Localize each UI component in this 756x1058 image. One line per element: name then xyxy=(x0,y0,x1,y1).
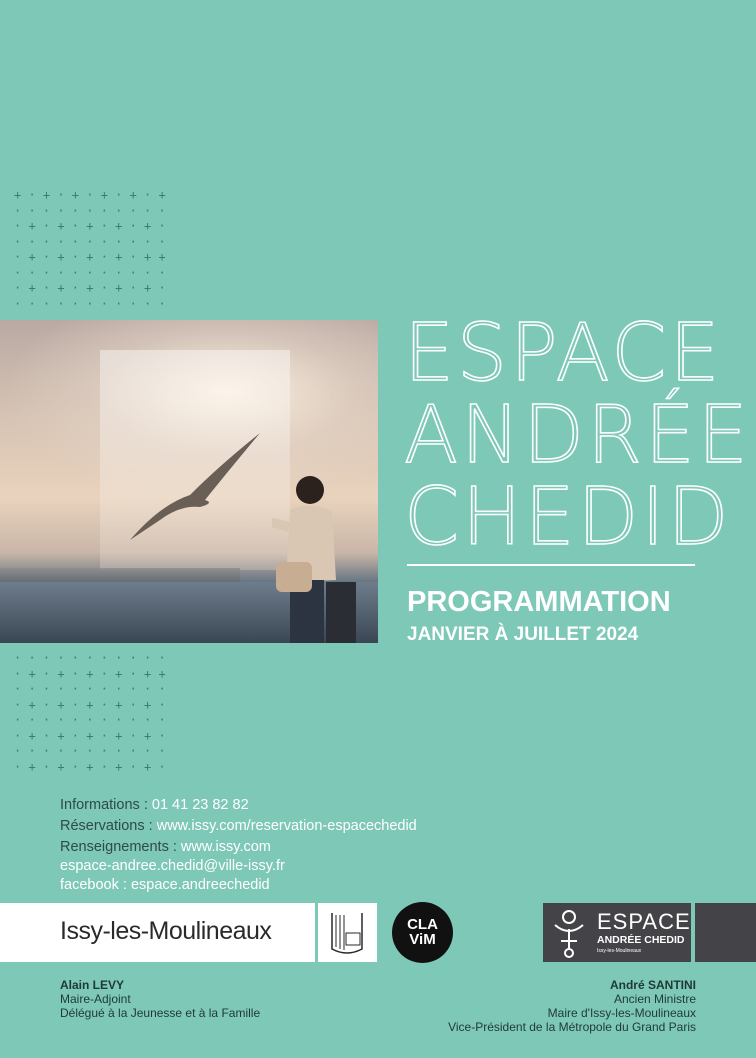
chedid-logo-line2: ANDRÉE CHEDID xyxy=(597,934,685,946)
website-link[interactable]: www.issy.com xyxy=(180,839,271,855)
decorative-pattern-bottom: · · · · · · · · · · · · + · + · + · + · + + · · · · · · · · · · · · + · + · + · + · + · · · · · · · · · · · · · + · + · + · + · + · · · · · · · · · · · · · + · + · + · + · + · xyxy=(14,651,166,774)
contact-phone[interactable]: 01 41 23 82 82 xyxy=(151,797,249,813)
espace-chedid-logo xyxy=(543,903,691,962)
email-link[interactable]: espace-andree.chedid@ville-issy.fr xyxy=(60,858,285,874)
cover-photo xyxy=(0,320,378,643)
title-line-2: ANDRÉE xyxy=(404,389,751,481)
programme-period: JANVIER À JUILLET 2024 xyxy=(407,624,639,645)
contact-label: facebook : xyxy=(60,877,127,893)
contact-email xyxy=(60,858,285,874)
decorative-pattern-top: + · + · + · + · + · + · · · · · · · · · · · · + · + · + · + · + · · · · · · · · · · · · · + · + · + · + · + + · · · · · · · · · · · · + · + · + · + · + · · · · · · · · · · · · xyxy=(14,188,166,311)
logo-block-right xyxy=(695,903,756,962)
title-divider xyxy=(407,564,695,566)
contact-info xyxy=(60,797,249,813)
reservation-link[interactable]: www.issy.com/reservation-espacechedid xyxy=(156,818,417,834)
contact-label: Renseignements : xyxy=(60,839,177,855)
signatory-left xyxy=(60,978,260,1020)
facebook-link[interactable]: espace.andreechedid xyxy=(130,877,270,893)
signatory-right-name: André SANTINI xyxy=(609,978,696,992)
signatory-right-role2: Maire d'Issy-les-Moulineaux xyxy=(547,1006,696,1020)
seagull-icon xyxy=(120,425,270,545)
contact-label: Informations : xyxy=(60,797,148,813)
title-line-3: CHEDID xyxy=(404,471,732,563)
contact-label: Réservations : xyxy=(60,818,153,834)
chedid-emblem-icon xyxy=(553,907,585,959)
crest-icon xyxy=(318,903,377,962)
chedid-logo-line1: ESPACE xyxy=(597,909,691,934)
title-line-1: ESPACE xyxy=(404,307,723,399)
contact-renseignements xyxy=(60,839,271,855)
clavim-bottom: ViM xyxy=(409,931,436,948)
programme-heading: PROGRAMMATION xyxy=(407,586,671,618)
issy-crest-logo xyxy=(318,903,377,962)
signatory-left-name: Alain LEVY xyxy=(60,978,125,992)
chedid-logo-line3: Issy-les-Moulineaux xyxy=(597,948,642,954)
issy-logo-text: Issy-les-Moulineaux xyxy=(60,917,272,945)
signatory-right xyxy=(448,978,696,1034)
signatory-right-role3: Vice-Président de la Métropole du Grand Paris xyxy=(448,1020,696,1034)
signatory-left-role2: Délégué à la Jeunesse et à la Famille xyxy=(60,1006,261,1020)
clavim-logo xyxy=(392,902,453,963)
signatory-left-role1: Maire-Adjoint xyxy=(60,992,131,1006)
clavim-top: CLA xyxy=(407,916,438,933)
signatory-right-role1: Ancien Ministre xyxy=(613,992,696,1006)
contact-facebook xyxy=(60,877,270,893)
contact-reservations xyxy=(60,818,417,834)
